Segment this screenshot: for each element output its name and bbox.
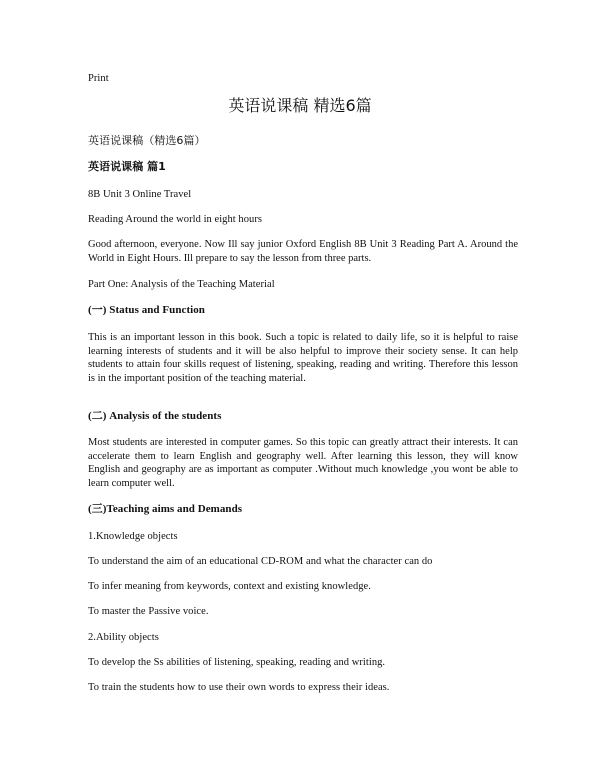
knowledge-item-3: To master the Passive voice. xyxy=(88,606,209,617)
knowledge-item-2: To infer meaning from keywords, context and existing knowledge. xyxy=(88,581,371,592)
section-heading: 英语说课稿 篇1 xyxy=(88,160,166,173)
ability-item-2: To train the students how to use their own words to express their ideas. xyxy=(88,682,390,693)
part-one-heading: Part One: Analysis of the Teaching Material xyxy=(88,279,275,290)
teaching-aims-heading: (三)Teaching aims and Demands xyxy=(88,503,243,515)
status-function-heading: (一) Status and Function xyxy=(88,304,205,316)
students-analysis-paragraph: Most students are interested in computer games. So this topic can greatly attract their interests. It can accelerate them to learn English and geography well. After learning this lesson, they will know English and geography are as important as computer .Without much knowledge ,you wont be able to learn computer well. xyxy=(88,437,518,489)
status-function-paragraph: This is an important lesson in this book. Such a topic is related to daily life, so it is helpful to raise learning interests of students and it will be also helpful to improve their society sense. It can help students to attain four skills request of listening, speaking, reading and writing. Therefore this lesson is in the important position of the teaching material. xyxy=(88,332,518,384)
unit-line: 8B Unit 3 Online Travel xyxy=(88,189,192,200)
knowledge-objects-heading: 1.Knowledge objects xyxy=(88,531,178,542)
ability-item-1: To develop the Ss abilities of listening, speaking, reading and writing. xyxy=(88,657,386,668)
intro-paragraph: Good afternoon, everyone. Now Ill say junior Oxford English 8B Unit 3 Reading Part A. Around the World in Eight Hours. Ill prepare to say the lesson from three parts. xyxy=(88,239,518,264)
reading-line: Reading Around the world in eight hours xyxy=(88,214,263,225)
ability-objects-heading: 2.Ability objects xyxy=(88,632,159,643)
knowledge-item-1: To understand the aim of an educational CD-ROM and what the character can do xyxy=(88,556,433,567)
students-analysis-heading: (二) Analysis of the students xyxy=(88,410,222,422)
page-title: 英语说课稿 精选6篇 xyxy=(228,96,372,115)
print-link[interactable]: Print xyxy=(88,73,109,84)
document-subtitle: 英语说课稿（精选6篇） xyxy=(88,134,206,147)
